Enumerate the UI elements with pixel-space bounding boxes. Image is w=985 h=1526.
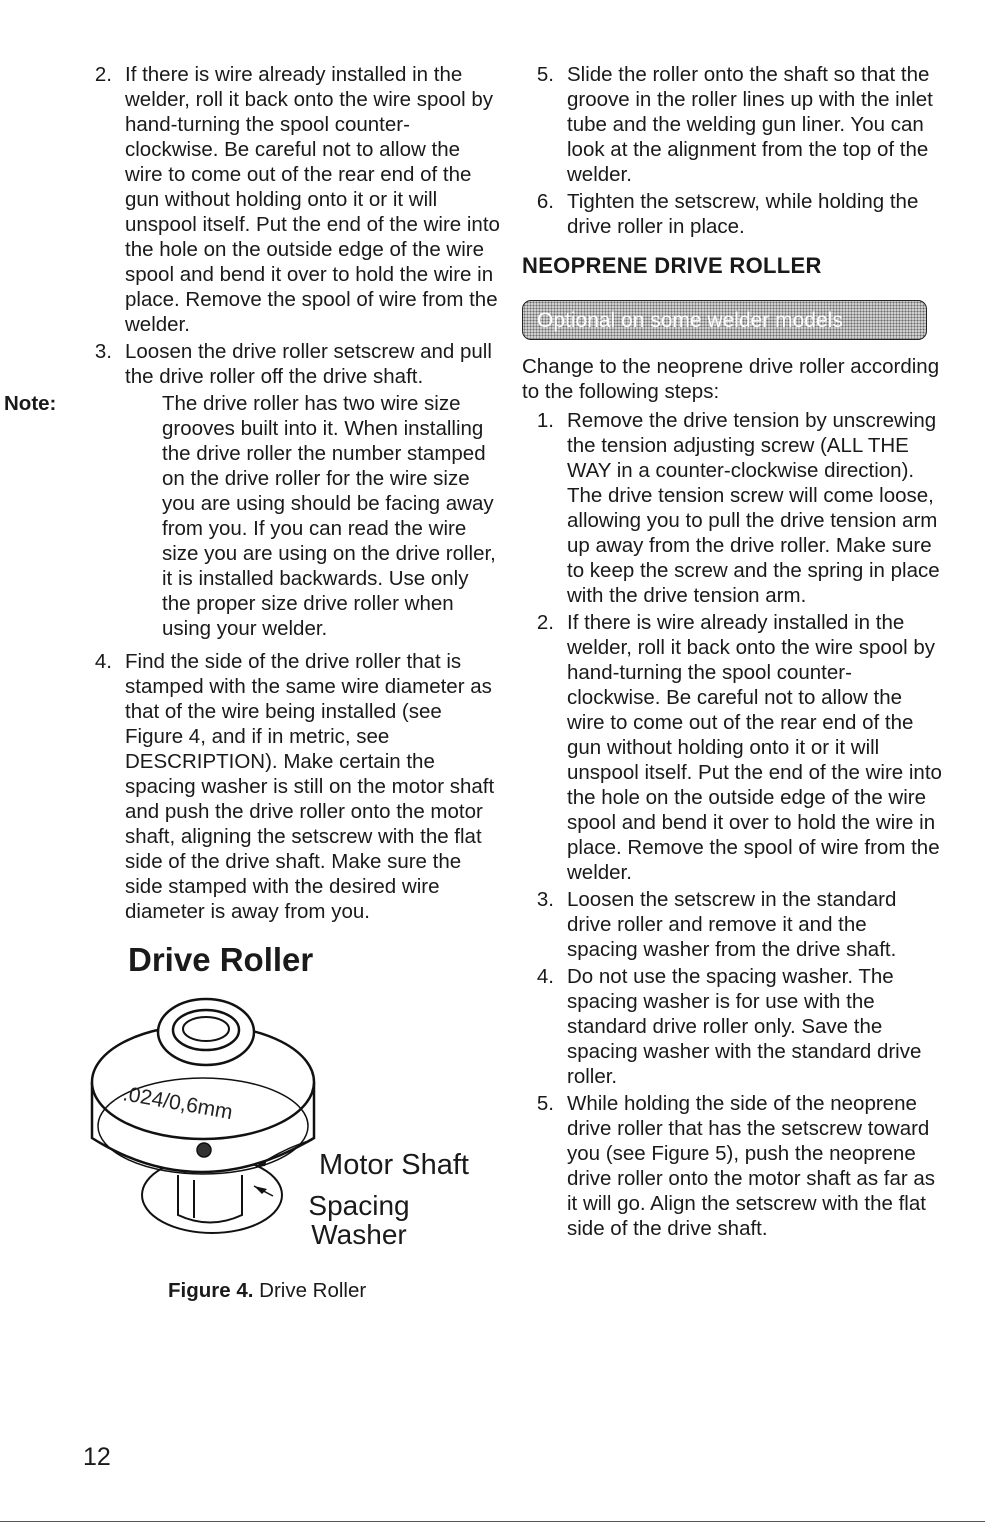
step-number: 1. — [536, 409, 554, 432]
caption-label: Figure 4. — [168, 1279, 254, 1302]
step-number: 5. — [536, 1092, 554, 1115]
section-heading: NEOPRENE DRIVE ROLLER — [522, 253, 822, 278]
neoprene-step-4 — [522, 964, 942, 1089]
neoprene-step-3 — [522, 887, 942, 962]
caption-text: Drive Roller — [259, 1279, 367, 1302]
step-2 — [80, 62, 500, 337]
note — [4, 391, 500, 641]
roller-marking: .024/0,6mm — [121, 1082, 235, 1125]
step-number: 5. — [536, 63, 554, 86]
figure-caption — [168, 1278, 500, 1303]
drive-roller-figure — [80, 980, 500, 1272]
page-number: 12 — [83, 1443, 111, 1471]
motor-shaft-label: Motor Shaft — [319, 1149, 469, 1181]
note-text: The drive roller has two wire size grooves built into it. When installing the drive roller the number stamped on the drive roller for the wire size you are using should be facing away from you. If you can read the wire size you are using on the drive roller, it is installed backwards. Use only the proper size drive roller when using your welder. — [162, 392, 496, 640]
optional-banner: Optional on some welder models — [522, 300, 927, 340]
neoprene-step-1 — [522, 408, 942, 608]
step-number: 2. — [536, 611, 554, 634]
step-text: Do not use the spacing washer. The spacing washer is for use with the standard drive roller only. Save the spacing washer with the standard drive roller. — [567, 965, 922, 1088]
step-text: Loosen the drive roller setscrew and pull the drive roller off the drive shaft. — [125, 340, 492, 388]
step-number: 3. — [94, 340, 112, 363]
step-number: 6. — [536, 190, 554, 213]
spacing-label: Spacing — [308, 1190, 410, 1221]
neoprene-step-2 — [522, 610, 942, 885]
figure-title: Drive Roller — [128, 941, 314, 978]
step-text: Find the side of the drive roller that is stamped with the same wire diameter as that of the wire being installed (see Figure 4, and if in metric, see DESCRIPTION). Make certain the spacing washer is still on the motor shaft and push the drive roller onto the motor shaft, aligning the setscrew with the flat side of the drive shaft. Make sure the side stamped with the desired wire diameter is away from you. — [125, 650, 495, 923]
step-number: 4. — [94, 650, 112, 673]
step-3 — [80, 339, 500, 389]
step-number: 3. — [536, 888, 554, 911]
step-number: 4. — [536, 965, 554, 988]
intro-text: Change to the neoprene drive roller according to the following steps: — [522, 355, 940, 403]
step-text: Tighten the setscrew, while holding the drive roller in place. — [567, 190, 919, 238]
neoprene-step-5 — [522, 1091, 942, 1241]
step-6 — [522, 189, 942, 239]
step-4 — [80, 649, 500, 924]
step-text: Remove the drive tension by unscrewing the tension adjusting screw (ALL THE WAY in a counter-clockwise direction). The drive tension screw will come loose, allowing you to pull the drive tension arm up away from the drive roller. Make sure to keep the screw and the spring in place with the drive tension arm. — [567, 409, 940, 607]
note-label: Note: — [4, 392, 57, 415]
washer-label: Washer — [311, 1219, 407, 1250]
step-text: If there is wire already installed in the welder, roll it back onto the wire spool by hand-turning the spool counter-clockwise. Be careful not to allow the wire to come out of the rear end of the gun without holding onto it or it will unspool itself. Put the end of the wire into the hole on the outside edge of the wire spool and bend it over to hold the wire in place. Remove the spool of wire from the welder. — [125, 63, 500, 336]
right-column — [522, 62, 942, 1241]
step-text: While holding the side of the neoprene drive roller that has the setscrew toward you (see Figure 5), push the neoprene drive roller onto the motor shaft as far as it will go. Align the setscrew with the flat side of the drive shaft. — [567, 1092, 936, 1240]
left-column — [4, 62, 500, 1303]
bottom-divider — [0, 1521, 985, 1522]
step-5 — [522, 62, 942, 187]
step-text: Slide the roller onto the shaft so that the groove in the roller lines up with the inlet tube and the welding gun liner. You can look at the alignment from the top of the welder. — [567, 63, 933, 186]
step-number: 2. — [94, 63, 112, 86]
step-text: If there is wire already installed in the welder, roll it back onto the wire spool by hand-turning the spool counter-clockwise. Be careful not to allow the wire to come out of the rear end of the gun without holding onto it or it will unspool itself. Put the end of the wire into the hole on the outside edge of the wire spool and bend it over to hold the wire in place. Remove the spool of wire from the welder. — [567, 611, 942, 884]
step-text: Loosen the setscrew in the standard drive roller and remove it and the spacing washer from the drive shaft. — [567, 888, 897, 961]
